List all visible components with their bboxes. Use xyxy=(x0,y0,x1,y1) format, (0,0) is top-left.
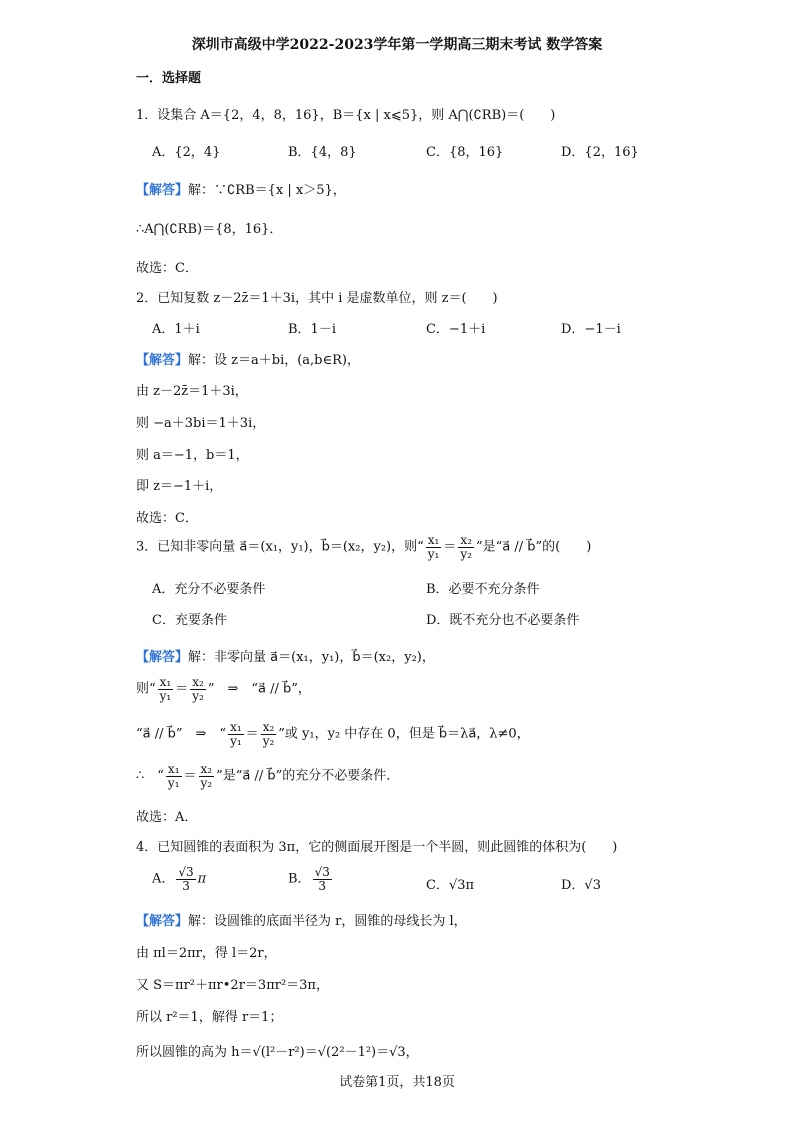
q2-solution-line-2: 由 z－2z̄＝1＋3i， xyxy=(136,384,248,399)
q4-solution-line-3: 又 S＝πr²＋πr•2r＝3πr²＝3π， xyxy=(136,978,329,993)
q1-solution-text-1: 解：∵∁RB＝{x | x＞5}， xyxy=(188,183,346,198)
q2-option-d: D．−1－i xyxy=(561,322,621,337)
frac-denominator: y₁ xyxy=(159,688,172,703)
q3-fraction-2 xyxy=(458,534,474,560)
q4-solution-line-1 xyxy=(136,910,467,929)
q3-stem-text-b: ”是“a⃗ // b⃗”的( ) xyxy=(475,539,592,555)
q4-option-d: D．√3 xyxy=(561,878,601,893)
option-letter: B． xyxy=(288,871,311,887)
q1-solution-line-2: ∴A⋂(∁RB)＝{8，16}． xyxy=(136,222,283,237)
pi-symbol: π xyxy=(197,871,207,887)
frac-denominator: 3 xyxy=(318,878,327,893)
frac-numerator: x₂ xyxy=(200,762,213,776)
q3-option-a: A．充分不必要条件 xyxy=(152,582,266,597)
equals-sign: ＝ xyxy=(245,726,259,742)
q3-fraction-5 xyxy=(228,721,244,747)
q2-option-b: B．1－i xyxy=(288,322,336,337)
q2-solution-line-4: 则 a＝−1，b＝1， xyxy=(136,448,249,463)
q2-solution-line-5: 即 z＝−1＋i， xyxy=(136,479,223,494)
frac-denominator: y₂ xyxy=(192,688,204,703)
q3-solution-line-4 xyxy=(136,763,399,789)
q4-option-a-fraction xyxy=(176,866,195,892)
frac-denominator: y₁ xyxy=(230,733,242,748)
q3-solution-line-1 xyxy=(136,646,435,665)
q3-fraction-6 xyxy=(261,721,277,747)
q3-solution-line-2 xyxy=(136,676,311,702)
q3-stem-text-a: 3．已知非零向量 a⃗＝(x₁，y₁)，b⃗＝(x₂，y₂)，则“ xyxy=(136,539,424,555)
frac-numerator: x₁ xyxy=(230,720,242,734)
q4-solution-line-2: 由 πl＝2πr，得 l＝2r， xyxy=(136,946,277,961)
q4-solution-text-1: 解：设圆锥的底面半径为 r，圆锥的母线长为 l， xyxy=(188,914,467,929)
q3-solution-text-3a: “a⃗ // b⃗” ⇒ “ xyxy=(136,726,227,742)
q3-solution-text-2a: 则“ xyxy=(136,681,156,697)
q2-solution-line-3: 则 −a＋3bi＝1＋3i， xyxy=(136,416,266,431)
solution-label: 【解答】 xyxy=(136,183,189,198)
q1-answer: 故选：C． xyxy=(136,261,198,276)
frac-numerator: x₁ xyxy=(167,762,180,776)
solution-label: 【解答】 xyxy=(136,650,189,665)
frac-numerator: x₁ xyxy=(427,533,440,547)
q3-solution-text-2b: ” ⇒ “a⃗ // b⃗”， xyxy=(207,681,311,697)
frac-numerator: √3 xyxy=(178,865,194,879)
solution-label: 【解答】 xyxy=(136,914,189,929)
q3-solution-text-4a: ∴ “ xyxy=(136,768,164,784)
page-title: 深圳市高级中学2022-2023学年第一学期高三期末考试 数学答案 xyxy=(191,37,603,53)
q2-solution-text-1: 解：设 z＝a＋bi，(a,b∈R)， xyxy=(188,353,360,368)
frac-denominator: y₁ xyxy=(427,546,440,561)
q1-option-a: A．{2，4} xyxy=(152,145,221,160)
q1-option-b: B．{4，8} xyxy=(288,145,357,160)
option-letter: A． xyxy=(152,871,175,887)
q3-fraction-7 xyxy=(166,763,182,789)
frac-numerator: x₂ xyxy=(460,533,472,547)
q3-answer: 故选：A． xyxy=(136,810,198,825)
q3-solution-text-4b: ”是“a⃗ // b⃗”的充分不必要条件． xyxy=(216,768,400,784)
equals-sign: ＝ xyxy=(443,539,457,555)
q3-stem xyxy=(136,534,591,560)
q3-fraction-8 xyxy=(199,763,215,789)
q3-solution-line-3 xyxy=(136,721,530,747)
q4-stem: 4．已知圆锥的表面积为 3π，它的侧面展开图是一个半圆，则此圆锥的体积为( ) xyxy=(136,840,618,855)
q3-solution-text-1: 解：非零向量 a⃗＝(x₁，y₁)，b⃗＝(x₂，y₂)， xyxy=(188,650,435,665)
frac-numerator: x₁ xyxy=(159,675,172,689)
q1-stem: 1．设集合 A＝{2，4，8，16}，B＝{x | x⩽5}，则 A⋂(∁RB)＝( ) xyxy=(136,108,556,123)
q3-option-c: C．充要条件 xyxy=(152,613,227,628)
q2-option-a: A．1＋i xyxy=(152,322,200,337)
q4-solution-line-4: 所以 r²＝1，解得 r＝1； xyxy=(136,1010,283,1025)
equals-sign: ＝ xyxy=(175,681,189,697)
solution-label: 【解答】 xyxy=(136,353,189,368)
q4-solution-line-5: 所以圆锥的高为 h＝√(l²－r²)＝√(2²－1²)＝√3， xyxy=(136,1045,419,1060)
q2-solution-line-1 xyxy=(136,349,360,368)
frac-denominator: y₂ xyxy=(200,775,213,790)
q3-solution-text-3b: ”或 y₁，y₂ 中存在 0，但是 b⃗＝λa⃗，λ≠0， xyxy=(278,726,530,742)
q3-fraction-3 xyxy=(158,676,174,702)
q1-option-d: D．{2，16} xyxy=(561,145,639,160)
equals-sign: ＝ xyxy=(183,768,197,784)
q3-fraction-4 xyxy=(190,676,206,702)
frac-denominator: y₂ xyxy=(460,546,472,561)
q4-option-a xyxy=(152,866,206,892)
frac-denominator: y₁ xyxy=(167,775,180,790)
q3-option-d: D．既不充分也不必要条件 xyxy=(426,613,580,628)
q4-option-b xyxy=(288,866,334,892)
q4-option-b-fraction xyxy=(313,866,332,892)
q2-stem: 2．已知复数 z－2z̄＝1＋3i，其中 i 是虚数单位，则 z＝( ) xyxy=(136,291,498,306)
frac-numerator: √3 xyxy=(314,865,330,879)
q1-solution-line-1 xyxy=(136,179,346,198)
section-heading: 一．选择题 xyxy=(136,71,202,86)
q2-option-c: C．−1＋i xyxy=(426,322,486,337)
q4-option-c: C．√3π xyxy=(426,878,475,893)
frac-denominator: 3 xyxy=(182,878,190,893)
frac-denominator: y₂ xyxy=(262,733,275,748)
q2-answer: 故选：C． xyxy=(136,511,198,526)
page-footer: 试卷第1页，共18页 xyxy=(339,1075,455,1090)
q3-fraction-1 xyxy=(426,534,442,560)
q1-option-c: C．{8，16} xyxy=(426,145,504,160)
q3-option-b: B．必要不充分条件 xyxy=(426,582,540,597)
frac-numerator: x₂ xyxy=(262,720,275,734)
frac-numerator: x₂ xyxy=(192,675,204,689)
